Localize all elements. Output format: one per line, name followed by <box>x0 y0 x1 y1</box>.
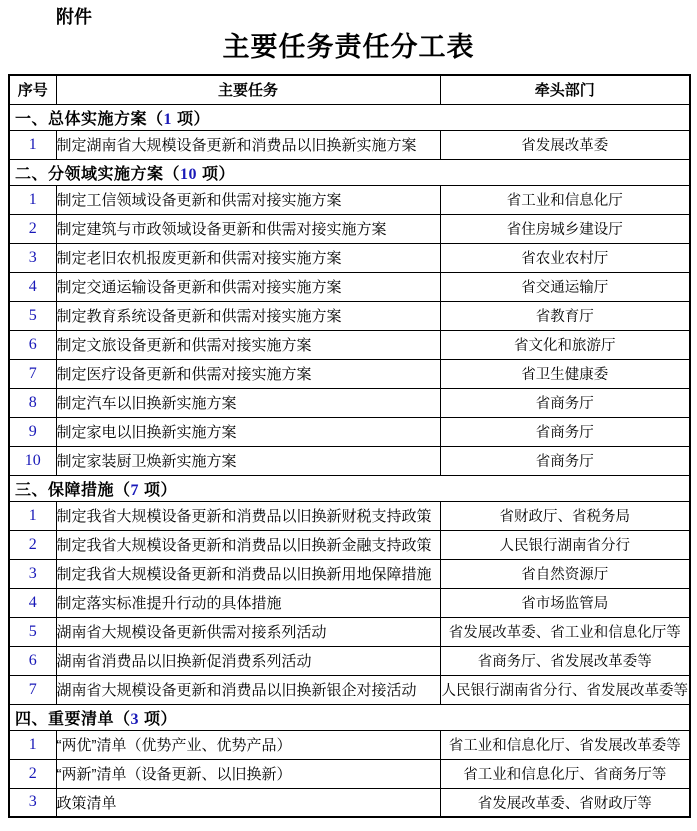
task-cell: 制定落实标准提升行动的具体措施 <box>56 588 440 617</box>
department-cell: 省财政厅、省税务局 <box>440 501 690 530</box>
row-number: 5 <box>9 617 56 646</box>
task-cell: 政策清单 <box>56 788 440 817</box>
row-number: 9 <box>9 417 56 446</box>
department-cell: 省发展改革委 <box>440 130 690 159</box>
department-cell: 省市场监管局 <box>440 588 690 617</box>
section-heading <box>9 104 690 130</box>
department-cell: 省商务厅 <box>440 446 690 475</box>
section-heading-suffix: 项） <box>197 165 235 183</box>
department-cell: 省商务厅、省发展改革委等 <box>440 646 690 675</box>
row-number: 1 <box>9 730 56 759</box>
department-cell: 省文化和旅游厅 <box>440 330 690 359</box>
task-cell: 制定我省大规模设备更新和消费品以旧换新金融支持政策 <box>56 530 440 559</box>
row-number: 8 <box>9 388 56 417</box>
section-item-count: 1 <box>163 110 173 128</box>
department-cell: 省交通运输厅 <box>440 272 690 301</box>
section-item-count: 3 <box>130 710 140 728</box>
row-number: 5 <box>9 301 56 330</box>
section-heading-text: 一、总体实施方案（ <box>15 110 164 128</box>
table-row <box>9 130 690 159</box>
row-number: 3 <box>9 559 56 588</box>
row-number: 2 <box>9 214 56 243</box>
department-cell: 省商务厅 <box>440 388 690 417</box>
section-header-row <box>9 475 690 501</box>
department-cell: 省自然资源厅 <box>440 559 690 588</box>
department-cell: 人民银行湖南省分行、省发展改革委等 <box>440 675 690 704</box>
table-row <box>9 788 690 817</box>
department-cell: 省工业和信息化厅 <box>440 185 690 214</box>
section-item-count: 7 <box>130 481 140 499</box>
task-cell: 制定文旅设备更新和供需对接实施方案 <box>56 330 440 359</box>
responsibility-table <box>8 74 691 818</box>
table-row <box>9 530 690 559</box>
department-cell: 人民银行湖南省分行 <box>440 530 690 559</box>
table-row <box>9 675 690 704</box>
task-cell: 制定我省大规模设备更新和消费品以旧换新财税支持政策 <box>56 501 440 530</box>
task-cell: 湖南省大规模设备更新供需对接系列活动 <box>56 617 440 646</box>
task-cell: 制定我省大规模设备更新和消费品以旧换新用地保障措施 <box>56 559 440 588</box>
task-cell: 制定汽车以旧换新实施方案 <box>56 388 440 417</box>
department-cell: 省卫生健康委 <box>440 359 690 388</box>
row-number: 2 <box>9 759 56 788</box>
table-row <box>9 501 690 530</box>
task-cell: 制定医疗设备更新和供需对接实施方案 <box>56 359 440 388</box>
section-heading <box>9 704 690 730</box>
section-header-row <box>9 104 690 130</box>
row-number: 3 <box>9 788 56 817</box>
row-number: 6 <box>9 646 56 675</box>
section-header-row <box>9 704 690 730</box>
column-header-task: 主要任务 <box>56 75 440 104</box>
department-cell: 省农业农村厅 <box>440 243 690 272</box>
table-row <box>9 559 690 588</box>
document-page <box>0 6 697 818</box>
page-title: 主要任务责任分工表 <box>222 32 475 62</box>
row-number: 1 <box>9 130 56 159</box>
column-header-dept: 牵头部门 <box>440 75 690 104</box>
row-number: 4 <box>9 272 56 301</box>
department-cell: 省发展改革委、省财政厅等 <box>440 788 690 817</box>
table-row <box>9 388 690 417</box>
task-cell: 制定湖南省大规模设备更新和消费品以旧换新实施方案 <box>56 130 440 159</box>
row-number: 1 <box>9 185 56 214</box>
table-row <box>9 759 690 788</box>
task-cell: 制定老旧农机报废更新和供需对接实施方案 <box>56 243 440 272</box>
row-number: 4 <box>9 588 56 617</box>
section-heading <box>9 159 690 185</box>
section-heading-text: 二、分领域实施方案（ <box>15 165 181 183</box>
section-heading-text: 四、重要清单（ <box>15 710 131 728</box>
table-row <box>9 185 690 214</box>
task-cell: 制定家装厨卫焕新实施方案 <box>56 446 440 475</box>
row-number: 10 <box>9 446 56 475</box>
task-cell: “两新”清单（设备更新、以旧换新） <box>56 759 440 788</box>
department-cell: 省商务厅 <box>440 417 690 446</box>
table-row <box>9 301 690 330</box>
table-header-row <box>9 75 690 104</box>
section-heading-suffix: 项） <box>139 710 177 728</box>
row-number: 6 <box>9 330 56 359</box>
table-row <box>9 359 690 388</box>
task-cell: 制定建筑与市政领域设备更新和供需对接实施方案 <box>56 214 440 243</box>
attachment-label: 附件 <box>56 7 92 27</box>
table-row <box>9 730 690 759</box>
table-row <box>9 272 690 301</box>
table-row <box>9 646 690 675</box>
table-row <box>9 417 690 446</box>
table-row <box>9 214 690 243</box>
section-heading-suffix: 项） <box>139 481 177 499</box>
task-cell: 湖南省消费品以旧换新促消费系列活动 <box>56 646 440 675</box>
task-cell: 湖南省大规模设备更新和消费品以旧换新银企对接活动 <box>56 675 440 704</box>
section-heading <box>9 475 690 501</box>
task-cell: 制定工信领域设备更新和供需对接实施方案 <box>56 185 440 214</box>
row-number: 7 <box>9 675 56 704</box>
table-row <box>9 617 690 646</box>
section-heading-suffix: 项） <box>172 110 210 128</box>
row-number: 3 <box>9 243 56 272</box>
department-cell: 省工业和信息化厅、省发展改革委等 <box>440 730 690 759</box>
table-row <box>9 243 690 272</box>
task-cell: “两优”清单（优势产业、优势产品） <box>56 730 440 759</box>
table-row <box>9 330 690 359</box>
section-header-row <box>9 159 690 185</box>
table-row <box>9 588 690 617</box>
task-cell: 制定教育系统设备更新和供需对接实施方案 <box>56 301 440 330</box>
department-cell: 省发展改革委、省工业和信息化厅等 <box>440 617 690 646</box>
task-cell: 制定家电以旧换新实施方案 <box>56 417 440 446</box>
section-heading-text: 三、保障措施（ <box>15 481 131 499</box>
row-number: 1 <box>9 501 56 530</box>
row-number: 7 <box>9 359 56 388</box>
table-row <box>9 446 690 475</box>
department-cell: 省住房城乡建设厅 <box>440 214 690 243</box>
task-cell: 制定交通运输设备更新和供需对接实施方案 <box>56 272 440 301</box>
row-number: 2 <box>9 530 56 559</box>
column-header-no: 序号 <box>9 75 56 104</box>
section-item-count: 10 <box>180 165 198 183</box>
department-cell: 省工业和信息化厅、省商务厅等 <box>440 759 690 788</box>
department-cell: 省教育厅 <box>440 301 690 330</box>
